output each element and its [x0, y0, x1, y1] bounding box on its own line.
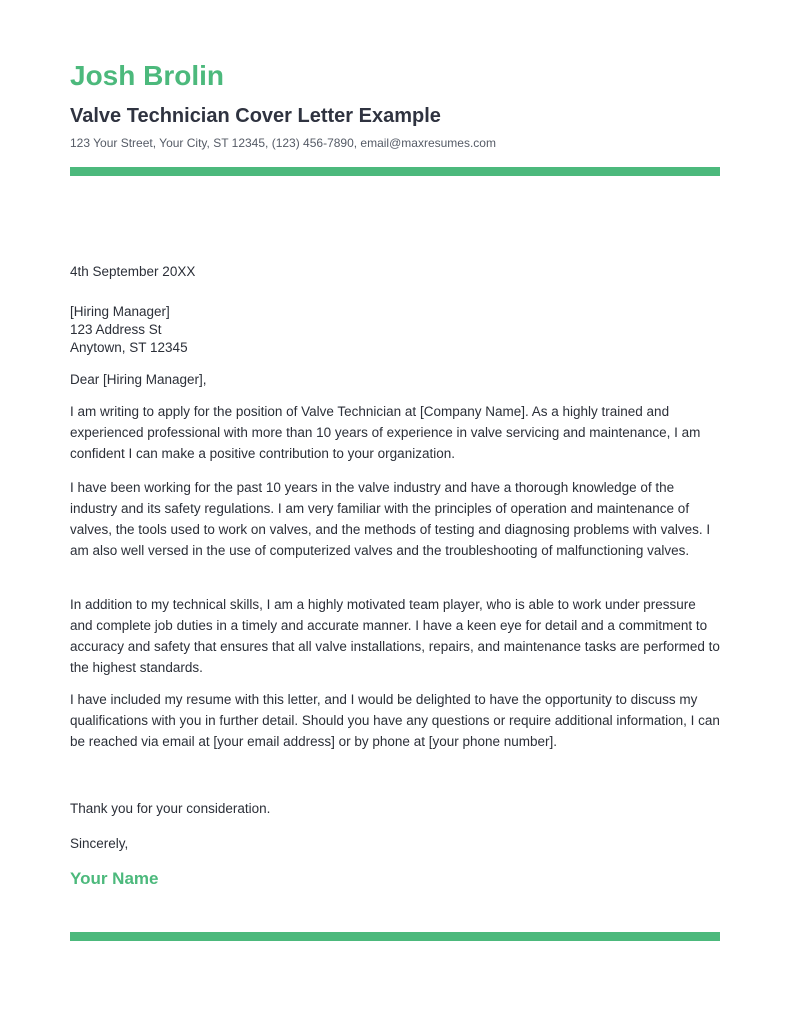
body-paragraph: In addition to my technical skills, I am a highly motivated team player, who is able to work under pressure and complete job duties in a timely and accurate manner. I have a keen eye for detail and a commitment to accuracy and safety that ensures that all valve installations, repairs, and maintenance tasks are performed to the highest standards.: [70, 597, 720, 675]
body-paragraph: I have included my resume with this letter, and I would be delighted to have the opportunity to discuss my qualifications with you in further detail. Should you have any questions or require additional information, I can be reached via email at [your email address] or by phone at [your phone number].: [70, 692, 720, 749]
recipient-address: [70, 303, 720, 357]
recipient-line: 123 Address St: [70, 322, 162, 337]
header-divider: [70, 167, 720, 176]
closing: Sincerely,: [70, 836, 129, 851]
contact-info: 123 Your Street, Your City, ST 12345, (123) 456-7890, email@maxresumes.com: [70, 136, 496, 150]
letter-date: 4th September 20XX: [70, 264, 196, 279]
greeting: Dear [Hiring Manager],: [70, 372, 207, 387]
signature-name: Your Name: [70, 869, 159, 888]
applicant-name: Josh Brolin: [70, 60, 225, 91]
footer-divider: [70, 932, 720, 941]
body-paragraph: I have been working for the past 10 years in the valve industry and have a thorough knowledge of the industry and its safety regulations. I am very familiar with the principles of operation and maintenance of valves, the tools used to work on valves, and the methods of testing and diagnosing problems with valves. I am also well versed in the use of computerized valves and the troubleshooting of malfunctioning valves.: [70, 480, 711, 558]
recipient-line: [Hiring Manager]: [70, 304, 170, 319]
recipient-line: Anytown, ST 12345: [70, 340, 188, 355]
thanks-line: Thank you for your consideration.: [70, 801, 271, 816]
document-title: Valve Technician Cover Letter Example: [70, 105, 441, 127]
body-paragraph: I am writing to apply for the position of Valve Technician at [Company Name]. As a highly trained and experienced professional with more than 10 years of experience in valve servicing and maintenance, I am confident I can make a positive contribution to your organization.: [70, 404, 701, 461]
